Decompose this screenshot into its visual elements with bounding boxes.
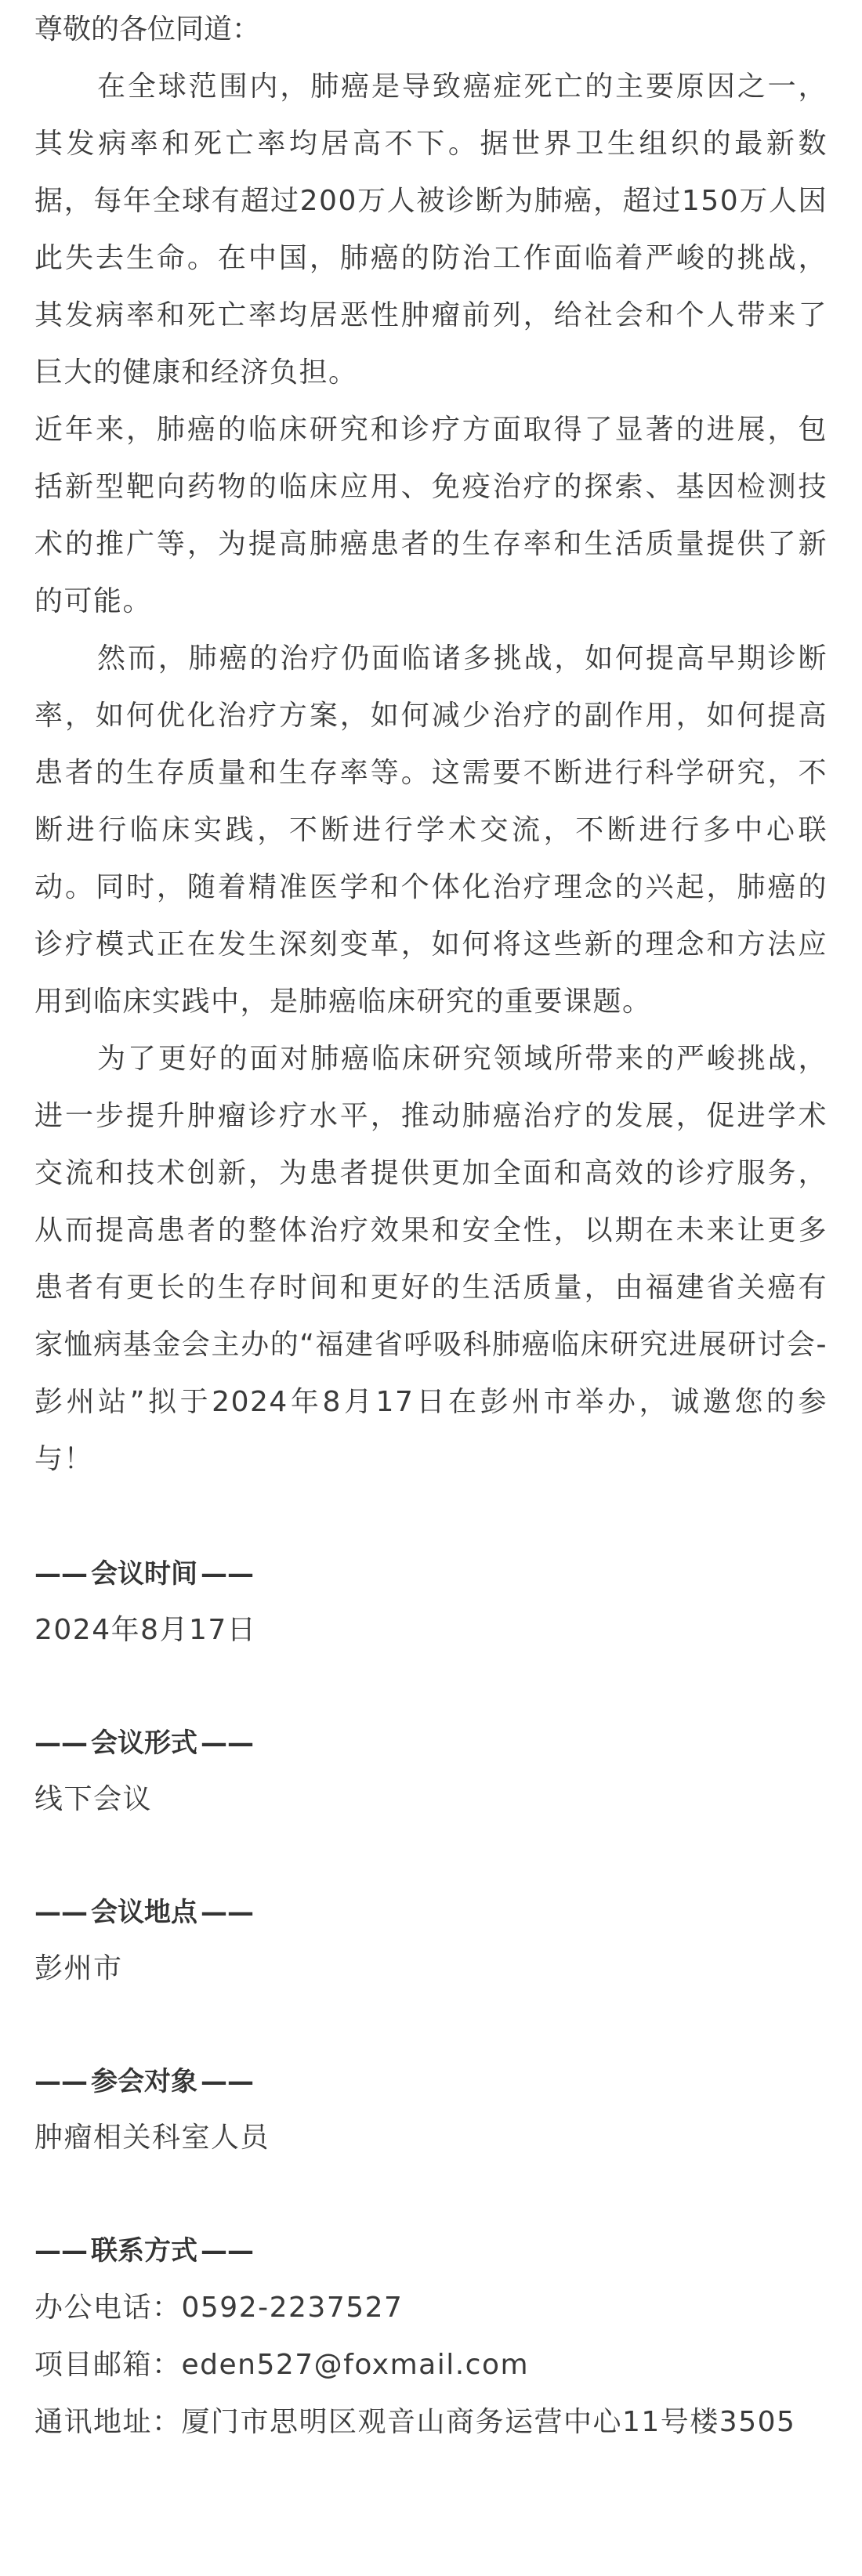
heading-dash-left: ——: [34, 2066, 88, 2097]
meeting-location-value: 彭州市: [34, 1952, 123, 1984]
meeting-format-value: 线下会议: [34, 1783, 153, 1815]
invitation-letter: [34, 0, 828, 2451]
heading-label-time: 会议时间: [91, 1558, 197, 1590]
contact-email: 项目邮箱：eden527@foxmail.com: [34, 2349, 530, 2381]
heading-dash-right: ——: [201, 1897, 254, 1928]
section-heading: [34, 2223, 828, 2279]
paragraph-background: 在全球范围内，肺癌是导致癌症死亡的主要原因之一，其发病率和死亡率均居高不下。据世界卫生组织的最新数据，每年全球有超过200万人被诊断为肺癌，超过150万人因此失去生命。在中国，肺癌的防治工作面临着严峻的挑战，其发病率和死亡率均居恶性肿瘤前列，给社会和个人带来了巨大的健康和经济负担。: [34, 71, 828, 389]
paragraph-progress: 近年来，肺癌的临床研究和诊疗方面取得了显著的进展，包括新型靶向药物的临床应用、免疫治疗的探索、基因检测技术的推广等，为提高肺癌患者的生存率和生活质量提供了新的可能。: [34, 414, 828, 617]
heading-dash-right: ——: [201, 2066, 254, 2097]
heading-dash-left: ——: [34, 2235, 88, 2267]
audience-value: 肿瘤相关科室人员: [34, 2122, 270, 2154]
contact-phone: 办公电话：0592-2237527: [34, 2292, 404, 2324]
heading-dash-right: ——: [201, 1558, 254, 1590]
meeting-time-value: 2024年8月17日: [34, 1614, 257, 1646]
greeting: 尊敬的各位同道：: [34, 13, 261, 45]
heading-dash-left: ——: [34, 1558, 88, 1590]
heading-label-audience: 参会对象: [91, 2066, 197, 2097]
heading-label-location: 会议地点: [91, 1897, 197, 1928]
heading-label-format: 会议形式: [91, 1728, 197, 1759]
section-heading: [34, 1546, 828, 1602]
section-meeting-time: [34, 1546, 828, 1659]
paragraph-invitation: 为了更好的面对肺癌临床研究领域所带来的严峻挑战，进一步提升肿瘤诊疗水平，推动肺癌治疗的发展，促进学术交流和技术创新，为患者提供更加全面和高效的诊疗服务，从而提高患者的整体治疗效果和安全性，以期在未来让更多患者有更长的生存时间和更好的生活质量，由福建省关癌有家恤病基金会主办的“福建省呼吸科肺癌临床研究进展研讨会-彭州站”拟于2024年8月17日在彭州市举办，诚邀您的参与！: [34, 1043, 828, 1475]
section-meeting-location: [34, 1884, 828, 1997]
heading-dash-right: ——: [201, 1728, 254, 1759]
section-heading: [34, 2053, 828, 2110]
heading-label-contact: 联系方式: [91, 2235, 197, 2267]
section-audience: [34, 2053, 828, 2166]
section-meeting-format: [34, 1715, 828, 1828]
section-heading: [34, 1715, 828, 1771]
heading-dash-left: ——: [34, 1897, 88, 1928]
section-contact: [34, 2223, 828, 2451]
heading-dash-left: ——: [34, 1728, 88, 1759]
heading-dash-right: ——: [201, 2235, 254, 2267]
contact-address: 通讯地址：厦门市思明区观音山商务运营中心11号楼3505: [34, 2406, 796, 2438]
paragraph-challenges: 然而，肺癌的治疗仍面临诸多挑战，如何提高早期诊断率，如何优化治疗方案，如何减少治疗的副作用，如何提高患者的生存质量和生存率等。这需要不断进行科学研究，不断进行临床实践，不断进行学术交流，不断进行多中心联动。同时，随着精准医学和个体化治疗理念的兴起，肺癌的诊疗模式正在发生深刻变革，如何将这些新的理念和方法应用到临床实践中，是肺癌临床研究的重要课题。: [34, 642, 828, 1018]
section-heading: [34, 1884, 828, 1941]
